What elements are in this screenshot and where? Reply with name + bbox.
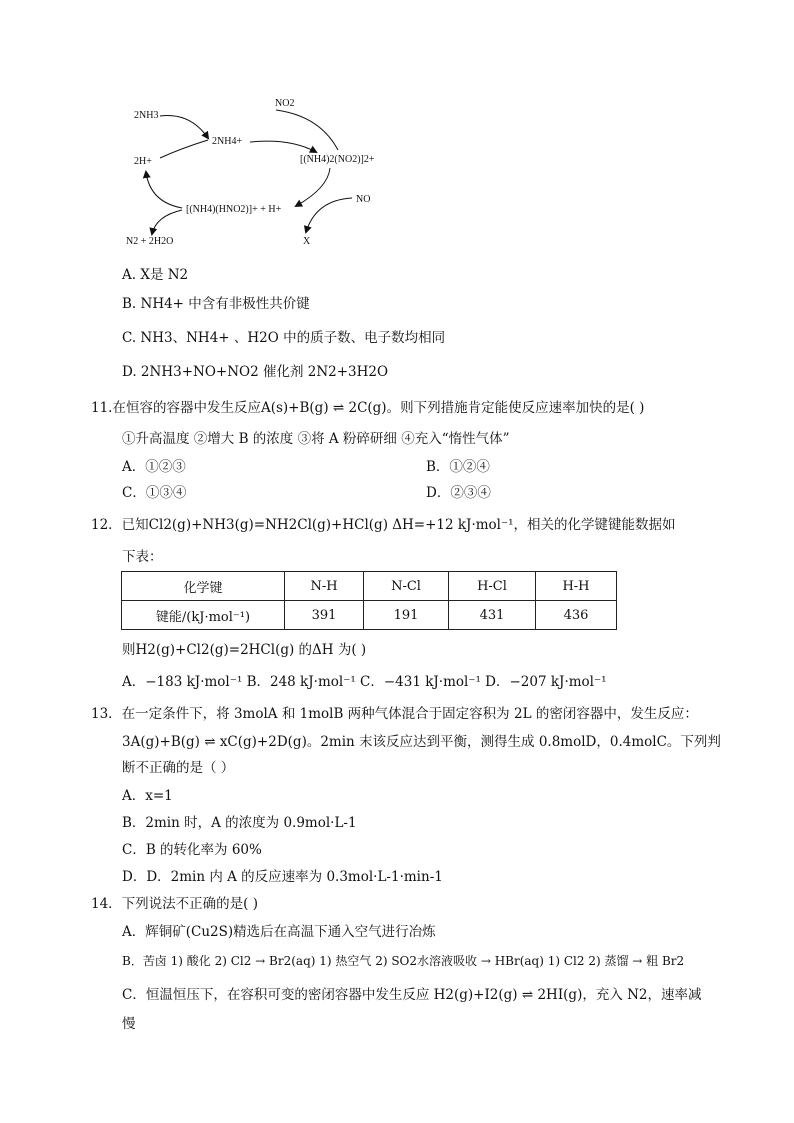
node-no: NO: [356, 194, 371, 205]
arrow-3: [296, 168, 330, 206]
q13-option-a: A．x=1: [122, 788, 173, 804]
q14-option-c-line2: 慢: [122, 1016, 136, 1032]
q10-option-a: A. X是 N2: [122, 267, 189, 283]
q14-option-a: A．辉铜矿(Cu2S)精选后在高温下通入空气进行冶炼: [122, 924, 436, 940]
q11-option-a: A．①②③: [122, 459, 186, 475]
table-cell: N-Cl: [364, 572, 449, 601]
node-no2: NO2: [275, 98, 295, 109]
q10-option-b: B. NH4+ 中含有非极性共价键: [122, 296, 310, 312]
table-cell: 191: [364, 601, 449, 630]
table-cell: N-H: [285, 572, 364, 601]
node-2nh4: 2NH4+: [212, 136, 243, 147]
table-cell: 436: [536, 601, 617, 630]
arrow-1b: [160, 140, 208, 158]
table-cell: 431: [449, 601, 536, 630]
q12-stem-line1: 12．已知Cl2(g)+NH3(g)=NH2Cl(g)+HCl(g) ΔH=+12 kJ·mol⁻¹，相关的化学键键能数据如: [91, 517, 676, 533]
q13-stem-line2: 3A(g)+B(g) ⇌ xC(g)+2D(g)。2min 末该反应达到平衡，测得生成 0.8molD，0.4molC。下列判: [122, 734, 721, 750]
node-2h: 2H+: [134, 156, 152, 167]
arrow-1: [160, 115, 208, 138]
q12-stem-line2: 下表：: [122, 549, 163, 565]
q13-option-d: D．D．2min 内 A 的反应速率为 0.3mol·L-1·min-1: [122, 869, 443, 885]
q13-option-b: B．2min 时，A 的浓度为 0.9mol·L-1: [122, 815, 357, 831]
arrow-4b: [152, 210, 182, 234]
q11-option-c: C．①③④: [122, 485, 187, 501]
q13-stem-line1: 13．在一定条件下，将 3molA 和 1molB 两种气体混合于固定容积为 2L 的密闭容器中，发生反应：: [91, 706, 698, 722]
q11-option-b: B．①②④: [426, 459, 490, 475]
table-cell: 391: [285, 601, 364, 630]
table-cell: 化学键: [122, 572, 285, 601]
node-complex-1: [(NH4)2(NO2)]2+: [300, 154, 375, 165]
q13-stem-line3: 断不正确的是（ ）: [122, 760, 235, 776]
q10-option-c: C. NH3、NH4+ 、H2O 中的质子数、电子数均相同: [122, 330, 446, 346]
q10-option-d: D. 2NH3+NO+NO2 催化剂 2N2+3H2O: [122, 364, 389, 380]
node-x: X: [303, 236, 311, 247]
q11-option-d: D．②③④: [426, 485, 491, 501]
node-complex-2: [(NH4)(HNO2)]+ + H+: [186, 204, 282, 215]
arrow-2b: [276, 110, 338, 150]
arrow-4: [146, 172, 182, 208]
q14-option-b: B．苦卤 1) 酸化 2) Cl2 → Br2(aq) 1) 热空气 2) SO2水溶液吸收 → HBr(aq) 1) Cl2 2) 蒸馏 → 粗 Br2: [122, 954, 685, 968]
table-row: [122, 572, 617, 601]
table-row: [122, 601, 617, 630]
reaction-cycle-diagram: [120, 92, 420, 252]
node-2nh3: 2NH3: [134, 110, 159, 121]
node-n2-h2o: N2 + 2H2O: [126, 236, 174, 247]
q11-statements: ①升高温度 ②增大 B 的浓度 ③将 A 粉碎研细 ④充入“惰性气体”: [122, 431, 510, 447]
table-cell: H-H: [536, 572, 617, 601]
q13-option-c: C．B 的转化率为 60%: [122, 842, 262, 858]
arrow-3b: [306, 198, 352, 232]
q14-stem: 14．下列说法不正确的是( ): [91, 896, 259, 912]
arrow-2: [250, 141, 316, 152]
q14-option-c-line1: C．恒温恒压下，在容积可变的密闭容器中发生反应 H2(g)+I2(g) ⇌ 2HI(g)，充入 N2，速率减: [122, 987, 702, 1003]
bond-energy-table: [121, 571, 617, 630]
table-cell: 键能/(kJ·mol⁻¹): [122, 601, 285, 630]
table-cell: H-Cl: [449, 572, 536, 601]
q11-stem: 11.在恒容的容器中发生反应A(s)+B(g) ⇌ 2C(g)。则下列措施肯定能使反应速率加快的是( ): [91, 400, 645, 416]
q12-question: 则H2(g)+Cl2(g)=2HCl(g) 的ΔH 为( ): [122, 642, 367, 658]
q12-options: A．−183 kJ·mol⁻¹ B．248 kJ·mol⁻¹ C．−431 kJ·mol⁻¹ D．−207 kJ·mol⁻¹: [122, 674, 607, 690]
